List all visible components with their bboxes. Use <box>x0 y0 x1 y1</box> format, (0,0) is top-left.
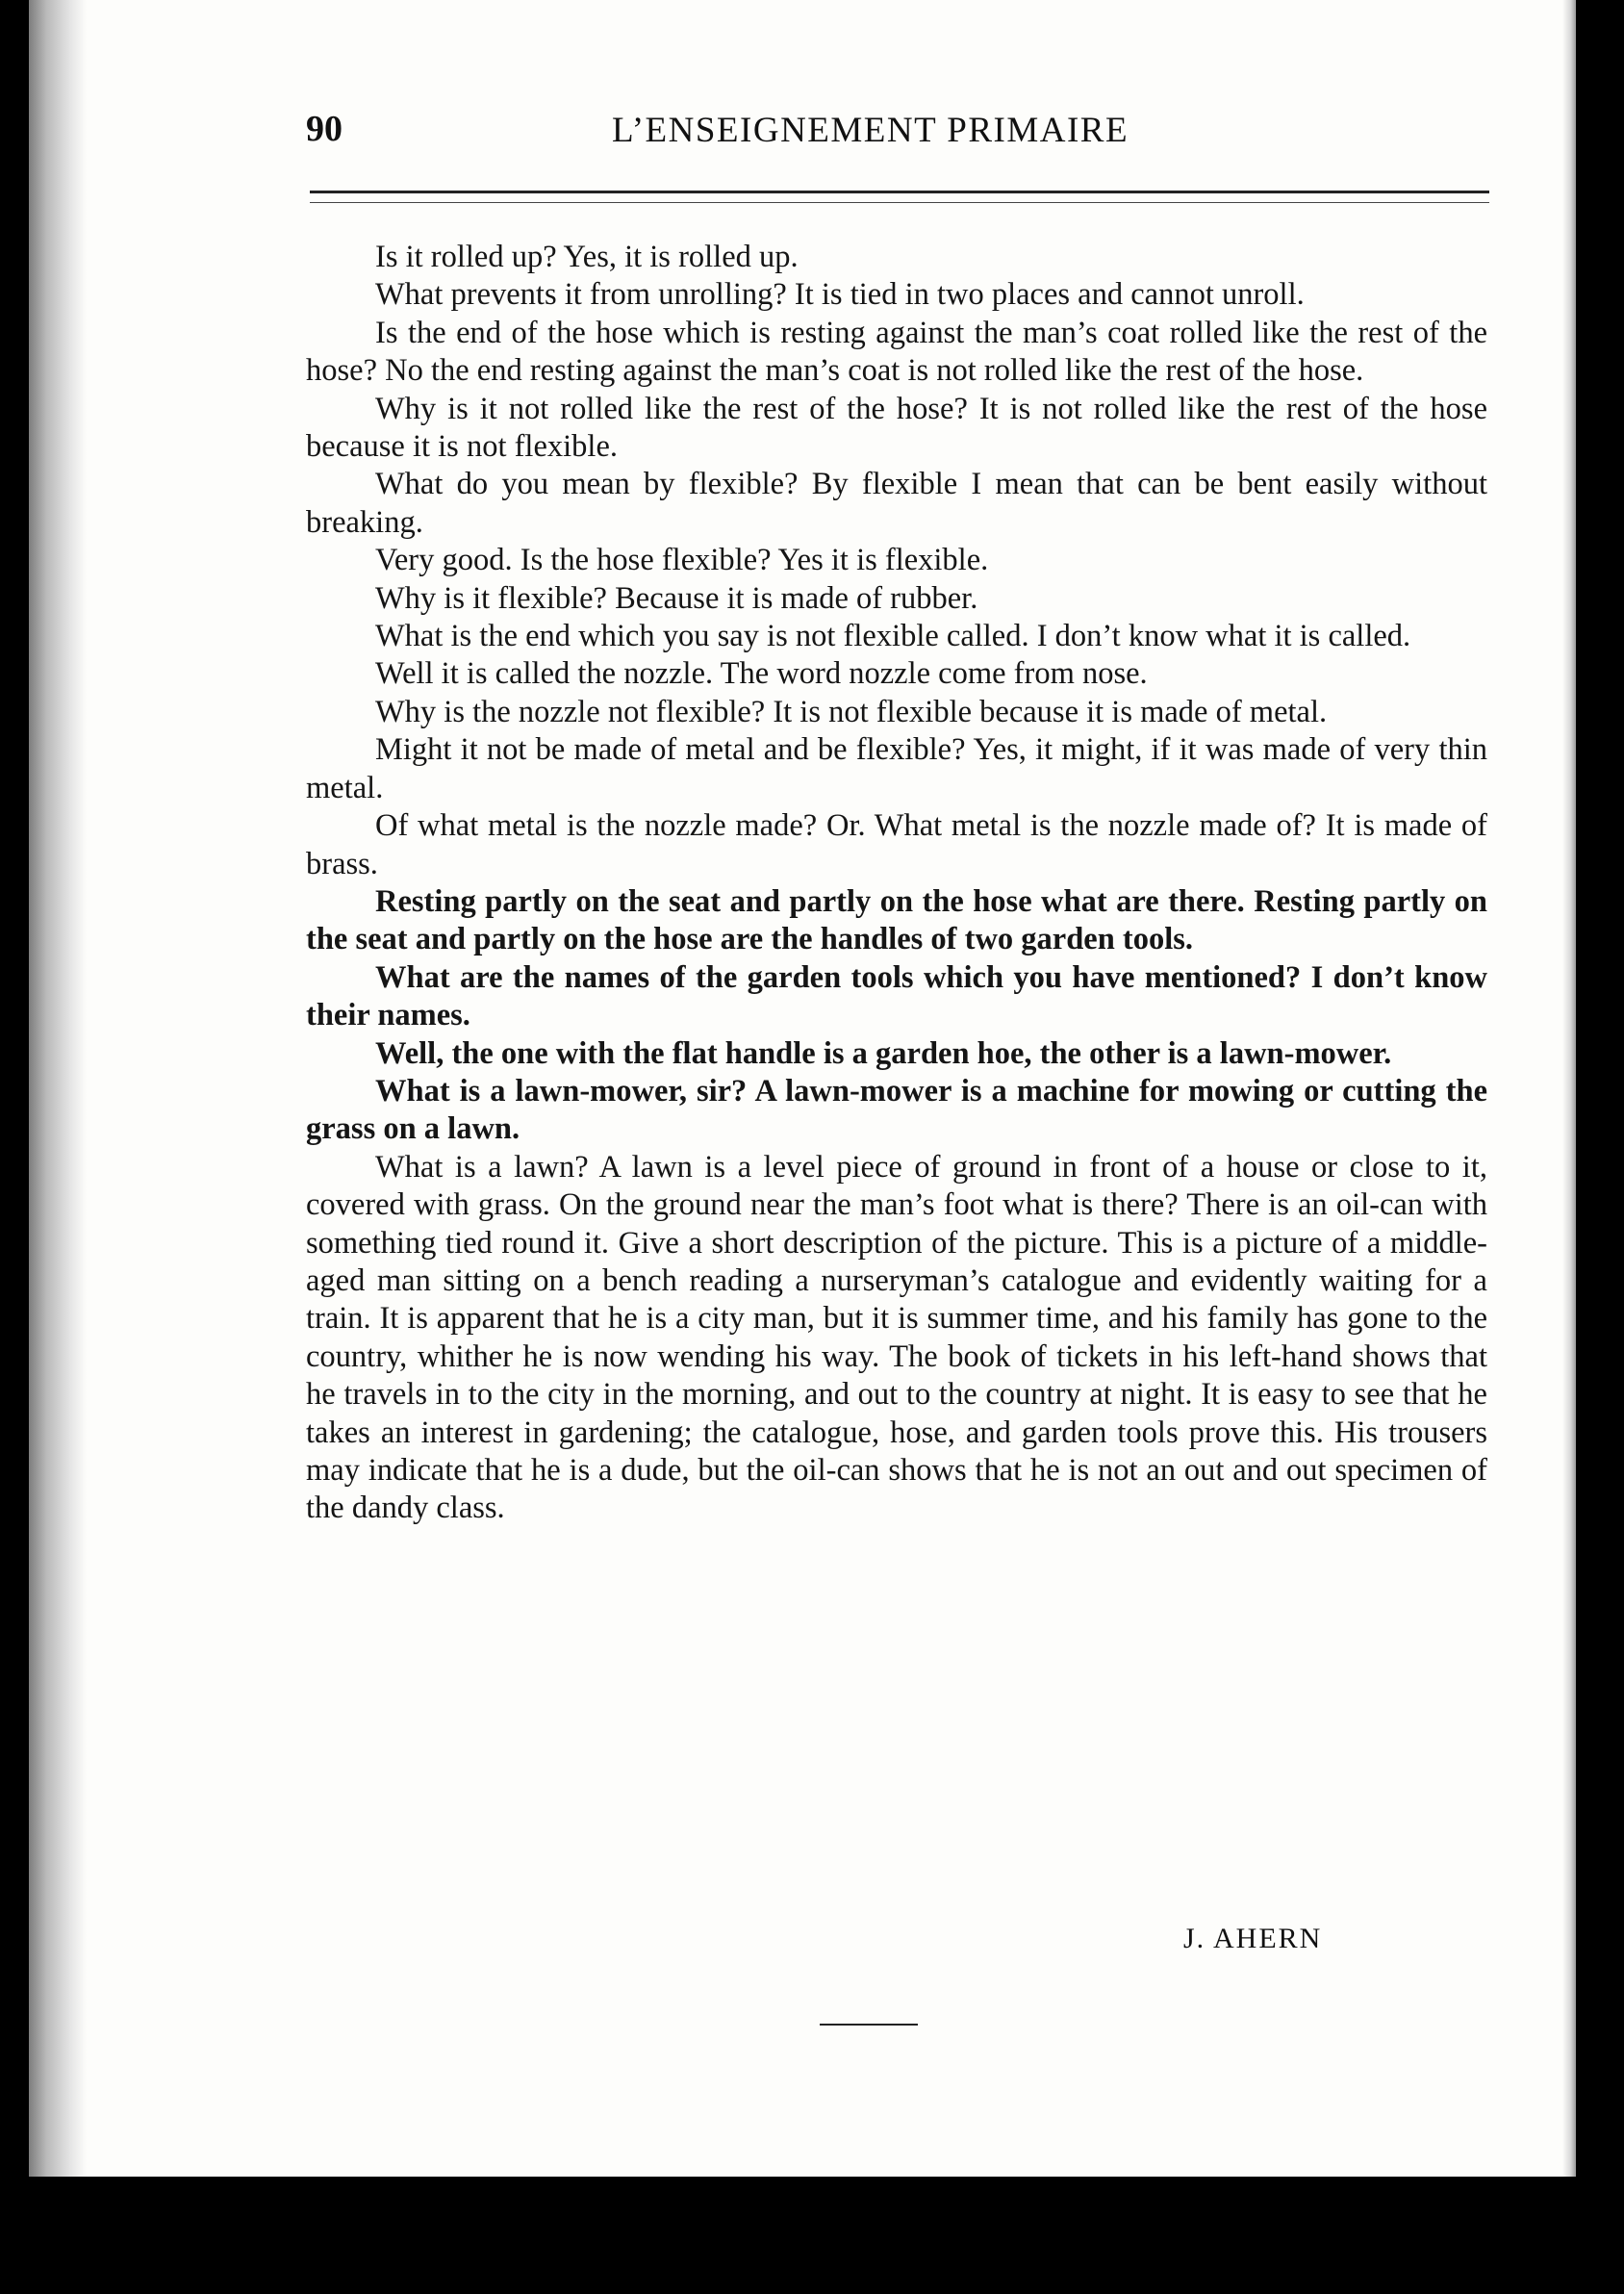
header-double-rule <box>310 191 1489 203</box>
paragraph: Well, the one with the flat handle is a garden hoe, the other is a lawn-mower. <box>375 1035 1392 1071</box>
paragraph: Very good. Is the hose flexible? Yes it is flexible. <box>375 543 989 578</box>
paragraph: Is the end of the hose which is resting against the man’s coat rolled like the rest of the hose? No the end resting against the man’s coat is not rolled like the rest of the hose. <box>306 315 1487 389</box>
paragraph: What is a lawn? A lawn is a level piece of ground in front of a house or close to it, covered with grass. On the ground near the man’s foot what is there? There is an oil-can with something tied round it. Give a short description of the picture. This is a picture of a middle-aged man sitting on a bench reading a nurseryman’s catalogue and evidently waiting for a train. It is apparent that he is a city man, but it is summer time, and his family has gone to the country, whither he is now wending his way. The book of tickets in his left-hand shows that he travels in to the city in the morning, and out to the country at night. It is easy to see that he takes an interest in gardening; the catalogue, hose, and garden tools prove this. His trousers may indicate that he is a dude, but the oil-can shows that he is not an out and out specimen of the dandy class. <box>306 1149 1487 1526</box>
page-edge-shadow <box>1562 0 1576 2177</box>
page-gutter-shadow <box>29 0 87 2177</box>
paragraph: What are the names of the garden tools which you have mentioned? I don’t know their names. <box>306 959 1487 1033</box>
paragraph: What do you mean by flexible? By flexible I mean that can be bent easily without breaking. <box>306 467 1487 540</box>
paragraph: Might it not be made of metal and be flexible? Yes, it might, if it was made of very thin metal. <box>306 732 1487 805</box>
paragraph: Why is the nozzle not flexible? It is not flexible because it is made of metal. <box>375 694 1328 729</box>
author-signature: J. AHERN <box>1183 1923 1323 1954</box>
paragraph: Why is it flexible? Because it is made of rubber. <box>375 580 978 616</box>
end-rule <box>820 2024 918 2026</box>
page-header <box>306 108 1489 166</box>
paragraph: What prevents it from unrolling? It is tied in two places and cannot unroll. <box>375 277 1305 313</box>
paragraph: What is the end which you say is not flexible called. I don’t know what it is called. <box>375 619 1411 654</box>
paragraph: Of what metal is the nozzle made? Or. What metal is the nozzle made of? It is made of brass. <box>306 808 1487 881</box>
paragraph: Well it is called the nozzle. The word nozzle come from nose. <box>375 656 1148 692</box>
paragraph: Why is it not rolled like the rest of the hose? It is not rolled like the rest of the hose because it is not flexible. <box>306 391 1487 465</box>
article-body <box>306 239 1487 1528</box>
paragraph: Is it rolled up? Yes, it is rolled up. <box>375 240 799 274</box>
running-title: L’ENSEIGNEMENT PRIMAIRE <box>612 111 1129 150</box>
paragraph: Resting partly on the seat and partly on the hose what are there. Resting partly on the seat and partly on the hose are the handles of two garden tools. <box>306 883 1487 957</box>
paragraph: What is a lawn-mower, sir? A lawn-mower is a machine for mowing or cutting the grass on a lawn. <box>306 1073 1487 1147</box>
page-number: 90 <box>306 109 343 149</box>
